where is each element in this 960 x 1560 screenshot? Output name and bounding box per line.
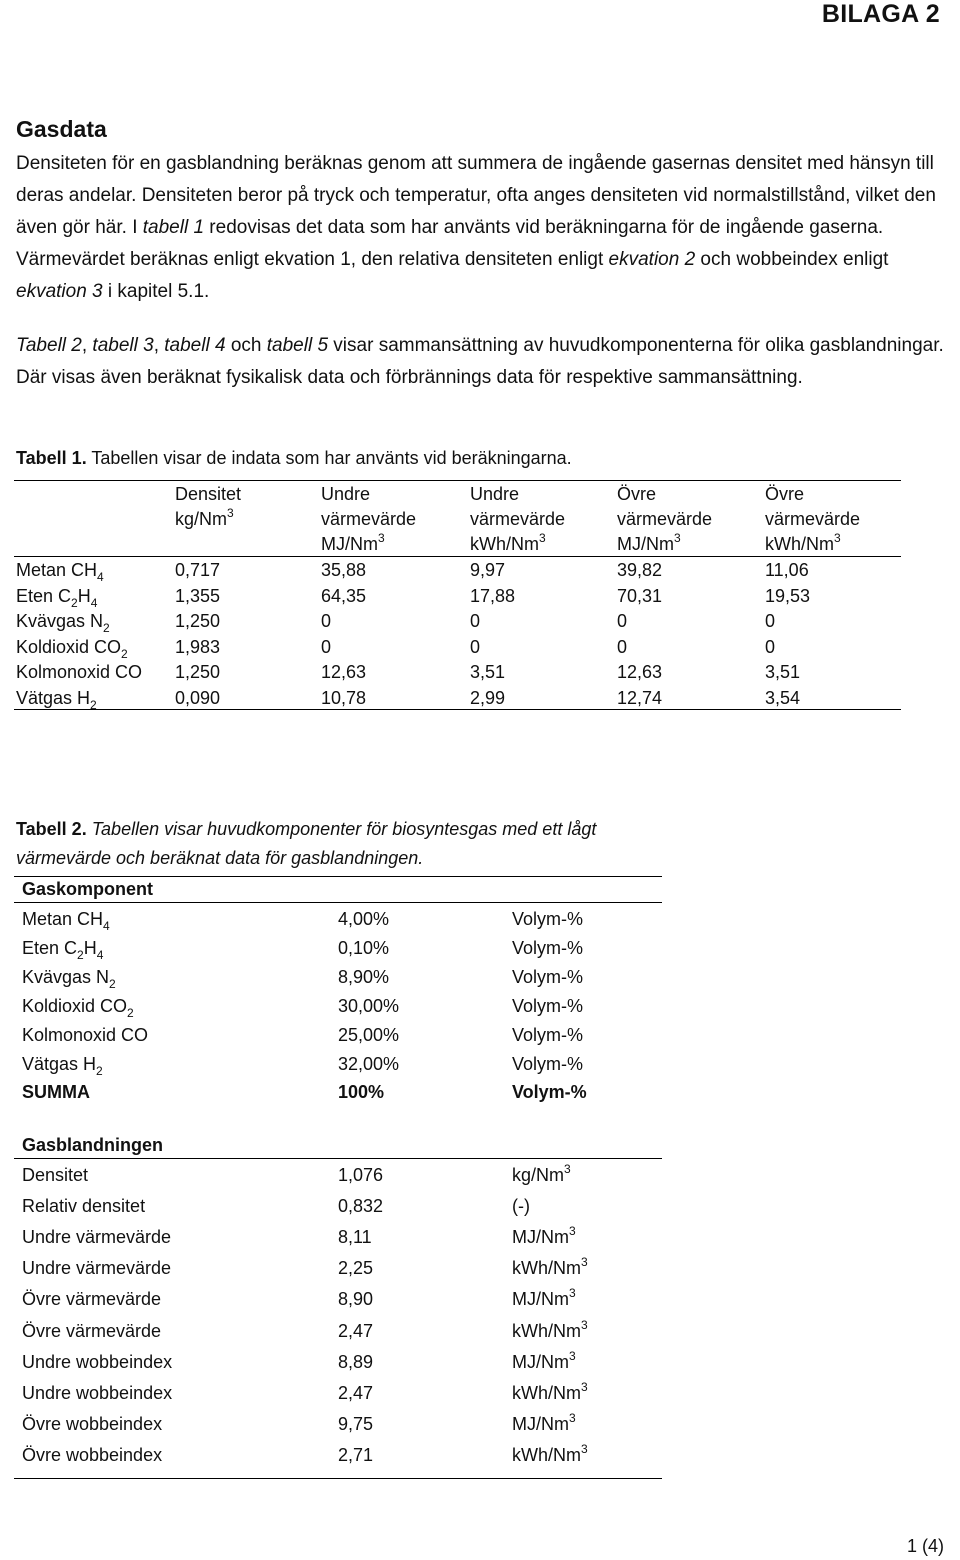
superscript: 3 <box>581 1317 588 1332</box>
table-cell: 0 <box>617 611 628 632</box>
table-cell: 1,076 <box>338 1165 384 1185</box>
intro-text: och <box>225 335 267 356</box>
component-name: Kolmonoxid CO <box>16 662 143 683</box>
table-cell: 9,97 <box>470 560 506 580</box>
unit-cell <box>512 1319 588 1345</box>
equation-reference: ekvation 3 <box>16 281 103 302</box>
table-cell: Volym-% <box>512 909 584 929</box>
table-cell: 0 <box>470 636 481 657</box>
table-reference: Tabell 2 <box>16 335 82 356</box>
row-label: Relativ densitet <box>22 1196 146 1217</box>
table-cell: Volym-% <box>512 938 584 958</box>
subscript: 4 <box>96 948 104 962</box>
table1-caption-text: Tabellen visar de indata som har använts vid beräkningarna. <box>86 448 572 468</box>
row-label <box>22 907 110 933</box>
table-cell: 12,74 <box>617 688 663 708</box>
table-reference: tabell 4 <box>164 335 226 356</box>
intro-text: , <box>81 335 93 356</box>
column-header-text: värmevärde <box>617 509 713 529</box>
superscript: 3 <box>581 1379 588 1394</box>
intro-paragraph-2 <box>16 330 951 394</box>
table-cell: 19,53 <box>765 585 811 606</box>
table-cell: 17,88 <box>470 585 516 606</box>
column-header-text: värmevärde <box>321 509 417 529</box>
table-cell: 8,89 <box>338 1351 374 1372</box>
component-name: Kvävgas N <box>16 611 104 632</box>
table-cell: 3,51 <box>470 662 506 683</box>
column-header-text: Övre <box>617 484 657 504</box>
row-label: Densitet <box>22 1165 89 1185</box>
superscript: 3 <box>581 1255 588 1270</box>
unit-cell <box>512 1225 576 1251</box>
unit-cell <box>512 1256 588 1282</box>
column-header <box>470 532 546 559</box>
component-name: Eten C <box>22 938 78 958</box>
row-label: Övre värmevärde <box>22 1320 162 1341</box>
component-name: Vätgas H <box>22 1054 97 1074</box>
subscript: 4 <box>103 919 110 933</box>
table-cell: 0,10% <box>338 938 390 958</box>
subscript: 2 <box>71 595 78 610</box>
equation-reference: ekvation 2 <box>608 249 696 270</box>
column-header-text: Undre <box>470 484 520 504</box>
unit-cell <box>512 1287 576 1313</box>
row-label: Övre värmevärde <box>22 1289 162 1310</box>
table-cell: 1,983 <box>175 636 221 657</box>
intro-paragraph-1 <box>16 148 951 308</box>
row-label <box>22 965 116 991</box>
column-header <box>765 507 860 532</box>
table-cell: 0 <box>321 611 332 632</box>
table2-caption-text: Tabellen visar huvudkomponenter för biosyntesgas med ett lågt värmevärde och beräknat data för gasblandningen. <box>16 819 597 868</box>
column-header-text: Densitet <box>175 484 242 504</box>
component-name: Koldioxid CO <box>22 996 128 1016</box>
table-cell: 25,00% <box>338 1025 400 1045</box>
table-cell: Volym-% <box>512 967 584 987</box>
table-cell: 39,82 <box>617 560 663 580</box>
section-heading: Gasdata <box>16 116 107 142</box>
component-name: Kvävgas N <box>22 967 110 987</box>
unit-text: kWh/Nm <box>512 1258 581 1279</box>
column-header-text: värmevärde <box>765 509 861 529</box>
appendix-label: BILAGA 2 <box>821 0 940 28</box>
table-cell: 12,63 <box>321 662 367 683</box>
row-label: Undre wobbeindex <box>22 1351 173 1372</box>
table-reference: tabell 5 <box>266 335 329 356</box>
column-header <box>765 482 804 507</box>
section-header: Gasblandningen <box>22 1135 164 1155</box>
intro-text: och wobbeindex enligt <box>695 249 889 270</box>
unit-text: MJ/Nm <box>512 1351 569 1372</box>
intro-text: Densiteten för en gasblandning beräknas genom att summera de ingående gasernas densitet med hänsyn till deras andelar. Densiteten beror på tryck och temperatur, ofta anges densiteten vid normalstillstånd, vilket den även gör här. I <box>16 153 936 238</box>
superscript: 3 <box>227 506 234 520</box>
bottom-rule <box>14 1478 662 1479</box>
unit-cell <box>512 1381 588 1407</box>
superscript: 3 <box>569 1224 576 1239</box>
component-name: Metan CH <box>16 560 98 580</box>
table-cell: 30,00% <box>338 996 400 1016</box>
subscript: 4 <box>97 570 104 584</box>
subscript: 2 <box>96 1064 103 1078</box>
unit-cell <box>512 1350 576 1376</box>
table-cell: 4,00% <box>338 909 390 929</box>
unit-cell <box>512 1412 576 1438</box>
superscript: 3 <box>674 531 681 545</box>
table-cell: Volym-% <box>512 1054 584 1074</box>
component-name: Kolmonoxid CO <box>22 1025 149 1045</box>
unit-text: (-) <box>512 1196 530 1217</box>
superscript: 3 <box>569 1410 576 1425</box>
row-label <box>16 660 142 685</box>
table-cell: 0 <box>765 636 776 657</box>
table-reference: tabell 1 <box>142 217 205 238</box>
column-header-text: MJ/Nm <box>617 534 674 554</box>
table-cell: 2,47 <box>338 1382 374 1403</box>
column-header <box>765 532 841 559</box>
unit-text: kWh/Nm <box>512 1320 581 1341</box>
unit-text: kWh/Nm <box>512 1444 581 1465</box>
unit-text: MJ/Nm <box>512 1413 569 1434</box>
column-header-text: värmevärde <box>470 509 566 529</box>
table-cell: 35,88 <box>321 560 367 580</box>
column-header-text: kg/Nm <box>175 509 228 529</box>
table-cell: 0,090 <box>175 688 221 708</box>
table-cell: 3,54 <box>765 688 801 708</box>
table-cell: 70,31 <box>617 585 663 606</box>
table-cell: 9,75 <box>338 1413 374 1434</box>
page-number: 1 (4) <box>906 1536 944 1556</box>
unit-cell <box>512 1163 571 1189</box>
table-cell: 2,47 <box>338 1320 374 1341</box>
row-label: Undre värmevärde <box>22 1258 172 1279</box>
row-label <box>16 584 97 611</box>
component-name: H <box>83 938 97 958</box>
component-name: Vätgas H <box>16 688 91 708</box>
row-label <box>16 686 97 713</box>
table-cell: 0 <box>617 636 628 657</box>
table-cell: 64,35 <box>321 585 367 606</box>
superscript: 3 <box>378 531 385 545</box>
superscript: 3 <box>569 1348 576 1363</box>
column-header-text: Undre <box>321 484 371 504</box>
table-cell: 1,355 <box>175 585 221 606</box>
table-cell: 0 <box>765 611 776 632</box>
table-cell: 0,717 <box>175 560 221 580</box>
row-label <box>22 1052 103 1078</box>
section-rule <box>14 1158 662 1159</box>
unit-text: MJ/Nm <box>512 1289 569 1310</box>
superscript: 3 <box>834 531 841 545</box>
row-label <box>16 609 110 636</box>
section-rule <box>14 902 662 903</box>
intro-text: visar sammansättning av huvudkomponenterna för olika gasblandningar. Där visas även beräknat fysikalisk data och förbrännings data för respektive sammansättning. <box>16 335 944 388</box>
column-header <box>470 482 519 507</box>
section-header: Gaskomponent <box>22 879 154 899</box>
table-cell: 2,99 <box>470 688 506 708</box>
table2-caption <box>16 815 676 873</box>
row-label: Övre wobbeindex <box>22 1444 163 1465</box>
column-header <box>617 507 712 532</box>
column-header-text: Övre <box>765 484 805 504</box>
table1-caption <box>16 448 572 469</box>
table-cell: 2,25 <box>338 1258 374 1279</box>
subscript: 2 <box>109 977 116 991</box>
subscript: 2 <box>90 698 97 712</box>
sum-value: 100% <box>338 1082 385 1102</box>
table1-caption-label: Tabell 1. <box>16 448 87 468</box>
section-rule <box>14 876 662 877</box>
superscript: 3 <box>539 531 546 545</box>
superscript: 3 <box>569 1286 576 1301</box>
column-header <box>175 507 234 534</box>
table-cell: 32,00% <box>338 1054 400 1074</box>
row-label <box>16 635 128 662</box>
table-cell: 8,90% <box>338 967 390 987</box>
table-cell: 8,11 <box>338 1227 372 1248</box>
column-header <box>617 532 681 559</box>
unit-cell <box>512 1443 588 1469</box>
column-header <box>470 507 565 532</box>
component-name: Metan CH <box>22 909 104 929</box>
unit-text: kWh/Nm <box>512 1382 581 1403</box>
column-header <box>321 507 416 532</box>
table-cell: 1,250 <box>175 611 221 632</box>
row-label: Övre wobbeindex <box>22 1413 163 1434</box>
row-label <box>22 1023 148 1047</box>
column-header <box>321 532 385 559</box>
row-label: Undre wobbeindex <box>22 1382 173 1403</box>
superscript: 3 <box>564 1162 571 1176</box>
table2-caption-label: Tabell 2. <box>16 819 87 839</box>
table-cell: 2,71 <box>338 1444 374 1465</box>
subscript: 2 <box>77 948 84 962</box>
table-cell: Volym-% <box>512 1025 584 1045</box>
component-name: Koldioxid CO <box>16 636 122 657</box>
column-header <box>617 482 656 507</box>
table-cell: 8,90 <box>338 1289 374 1310</box>
unit-text: kg/Nm <box>512 1165 565 1185</box>
subscript: 4 <box>90 595 98 610</box>
row-label: Undre värmevärde <box>22 1227 172 1248</box>
unit-cell <box>512 1194 530 1218</box>
sum-unit: Volym-% <box>512 1082 587 1102</box>
component-name: Eten C <box>16 585 72 606</box>
superscript: 3 <box>581 1441 588 1456</box>
intro-text: redovisas det data som har använts vid beräkningarna för de ingående gaserna. Värmevärdet beräknas enligt ekvation 1, den relativa densiteten enligt <box>16 217 884 270</box>
table-cell: 11,06 <box>765 560 809 580</box>
intro-text: , <box>153 335 165 356</box>
intro-text: i kapitel 5.1. <box>102 281 210 302</box>
unit-text: MJ/Nm <box>512 1227 569 1248</box>
subscript: 2 <box>127 1006 134 1020</box>
table-cell: 0 <box>470 611 481 632</box>
subscript: 2 <box>121 646 128 661</box>
row-label <box>22 936 103 962</box>
row-label <box>22 994 134 1020</box>
table-cell: Volym-% <box>512 996 584 1016</box>
row-label <box>16 558 104 585</box>
column-header-text: MJ/Nm <box>321 534 378 554</box>
table-reference: tabell 3 <box>92 335 154 356</box>
sum-label: SUMMA <box>22 1082 90 1102</box>
table-cell: 0 <box>321 636 332 657</box>
column-header <box>175 482 241 507</box>
column-header <box>321 482 370 507</box>
column-header-text: kWh/Nm <box>765 534 834 554</box>
table1-top-rule <box>14 480 901 481</box>
table-cell: 1,250 <box>175 662 221 683</box>
table-cell: 3,51 <box>765 662 801 683</box>
table-cell: 0,832 <box>338 1196 384 1217</box>
component-name: H <box>77 585 91 606</box>
subscript: 2 <box>103 621 110 636</box>
table-cell: 10,78 <box>321 688 367 708</box>
table-cell: 12,63 <box>617 662 663 683</box>
column-header-text: kWh/Nm <box>470 534 539 554</box>
